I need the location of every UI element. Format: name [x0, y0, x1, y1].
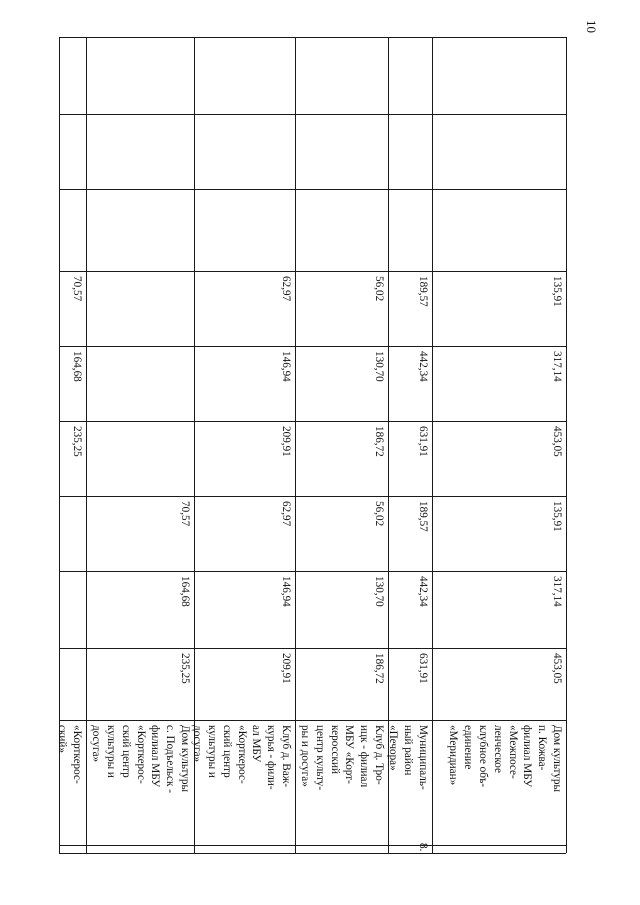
- value-cell: 130,70: [373, 351, 385, 382]
- row-name-line: курья - фили-: [265, 725, 278, 790]
- row-name-line: Дом культуры: [179, 725, 191, 792]
- row-name-line: ский центр: [220, 725, 233, 778]
- row-name-line: досуга»: [90, 725, 103, 763]
- value-cell: 235,25: [71, 426, 83, 457]
- value-cell: 453,05: [551, 653, 563, 684]
- page-number: 10: [584, 20, 599, 33]
- value-cell: 164,68: [179, 576, 191, 607]
- value-cell: 135,91: [551, 501, 563, 532]
- row-name-line: ры и досуга»: [299, 725, 311, 787]
- value-cell: 186,72: [373, 426, 385, 457]
- row-number: 8.: [417, 843, 429, 852]
- value-cell: 209,91: [280, 653, 292, 684]
- row-name-line: филиал МБУ: [521, 725, 534, 788]
- row-name-line: п. Кожва-: [536, 725, 549, 771]
- value-cell: 146,94: [280, 576, 292, 607]
- row-name-line: ленческое: [491, 725, 504, 773]
- row-name-line: ский»: [56, 725, 69, 753]
- value-cell: 56,02: [373, 501, 385, 527]
- row-name-line: Клуб д. Тро-: [373, 725, 385, 785]
- value-cell: 631,91: [417, 653, 429, 684]
- row-name-line: «Межпосе-: [506, 725, 519, 779]
- table-rule: [59, 114, 566, 115]
- value-cell: 442,34: [417, 351, 429, 382]
- row-name-line: культуры и: [105, 725, 117, 778]
- row-name-line: единение: [462, 725, 475, 770]
- table-rule: [59, 720, 566, 721]
- value-cell: 189,57: [417, 276, 429, 307]
- value-cell: 70,57: [71, 276, 83, 302]
- table-rule: [59, 853, 566, 854]
- row-name-line: с. Подъельск -: [164, 725, 177, 793]
- row-name-line: «Печора»: [387, 725, 400, 771]
- row-name-line: «Корткерос-: [235, 725, 248, 784]
- row-name-line: клубное объ-: [477, 725, 489, 788]
- row-name-line: «Корткерос-: [71, 725, 83, 784]
- row-name-line: ский центр: [119, 725, 132, 778]
- table-rule: [59, 845, 566, 846]
- value-cell: 209,91: [280, 426, 292, 457]
- row-name-line: МБУ «Корт-: [343, 725, 356, 784]
- row-name-line: Дом культуры: [551, 725, 563, 792]
- value-cell: 130,70: [373, 576, 385, 607]
- row-name-line: керосский: [328, 725, 341, 774]
- value-cell: 442,34: [417, 576, 429, 607]
- row-name-line: ал МБУ: [250, 725, 263, 763]
- table-rule: [432, 37, 433, 853]
- value-cell: 135,91: [551, 276, 563, 307]
- table-rule: [59, 271, 566, 272]
- value-cell: 62,97: [280, 501, 292, 527]
- row-name-line: ный район: [402, 725, 415, 776]
- value-cell: 631,91: [417, 426, 429, 457]
- table-rule: [59, 346, 566, 347]
- value-cell: 164,68: [71, 351, 83, 382]
- row-name-line: культуры и: [206, 725, 218, 778]
- row-name-line: «Корткерос-: [134, 725, 147, 784]
- value-cell: 62,97: [280, 276, 292, 302]
- value-cell: 453,05: [551, 426, 563, 457]
- row-name-line: Муниципаль-: [417, 725, 429, 790]
- table-rule: [59, 496, 566, 497]
- value-cell: 146,94: [280, 351, 292, 382]
- value-cell: 235,25: [179, 653, 191, 684]
- value-cell: 317,14: [551, 351, 563, 382]
- table-rule: [59, 189, 566, 190]
- row-name-line: филиал МБУ: [149, 725, 162, 788]
- value-cell: 189,57: [417, 501, 429, 532]
- table-rule: [295, 37, 296, 853]
- value-cell: 56,02: [373, 276, 385, 302]
- table-rule: [59, 421, 566, 422]
- value-cell: 186,72: [373, 653, 385, 684]
- table-rule: [59, 37, 566, 38]
- table-rule: [566, 37, 567, 853]
- value-cell: 70,57: [179, 501, 191, 527]
- row-name-line: центр культу-: [313, 725, 326, 791]
- row-name-line: «Меридиан»: [447, 725, 460, 786]
- table-rule: [59, 571, 566, 572]
- row-name-line: Клуб д. Важ-: [280, 725, 292, 788]
- row-name-line: ицк - филиал: [358, 725, 371, 788]
- value-cell: 317,14: [551, 576, 563, 607]
- row-name-line: досуга»: [191, 725, 204, 763]
- table-rule: [59, 648, 566, 649]
- table-rule: [86, 37, 87, 853]
